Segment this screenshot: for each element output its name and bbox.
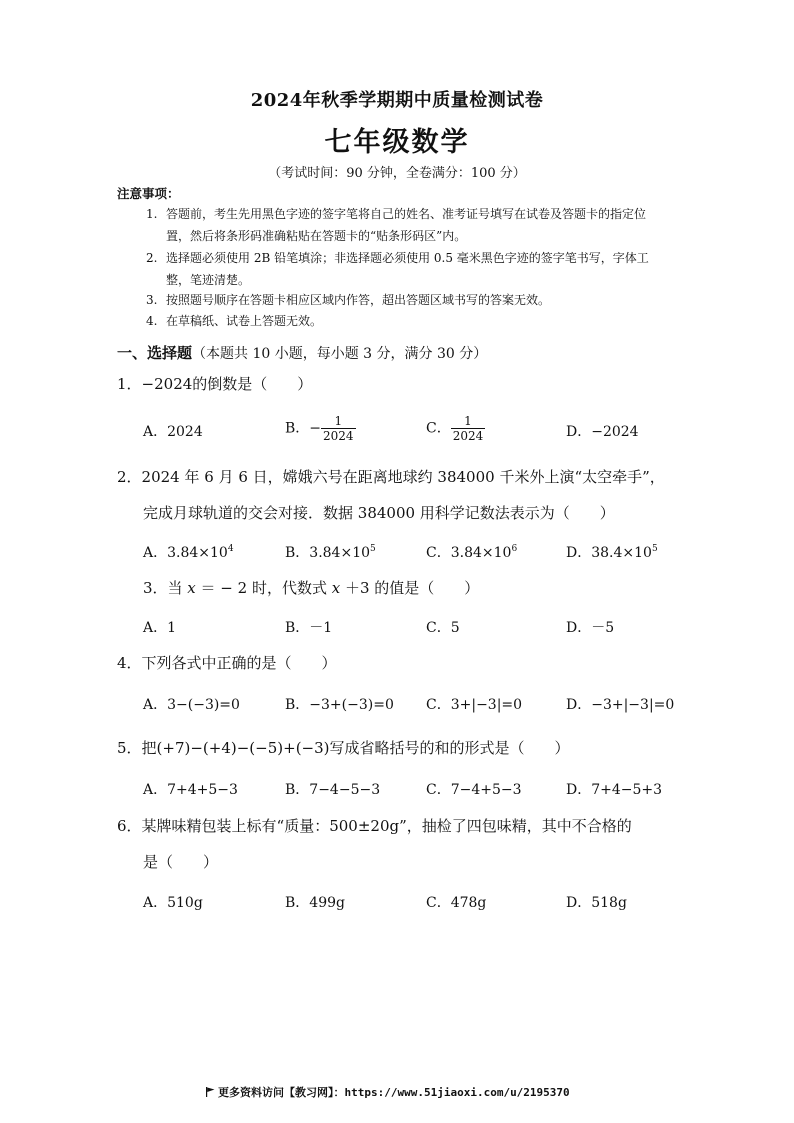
note-item	[146, 289, 666, 311]
fraction-denominator: 2024	[323, 429, 354, 443]
question-3-stem: 3．当 𝑥 ＝ − 2 时，代数式 𝑥 ＋3 的值是（ ）	[143, 579, 480, 597]
note-text: 按照题号顺序在答题卡相应区域内作答，超出答题区域书写的答案无效。	[166, 293, 551, 307]
section-title: 一、选择题	[117, 344, 193, 362]
q4-option-c: C．3+|−3|=0	[426, 697, 523, 713]
option-exponent: 4	[227, 544, 234, 554]
question-2-stem-line2: 完成月球轨道的交会对接．数据 384000 用科学记数法表示为（ ）	[143, 504, 615, 522]
footer-link[interactable]	[206, 1084, 570, 1100]
option-label: B．	[285, 545, 310, 561]
exam-subject: 七年级数学	[324, 127, 470, 158]
note-item	[146, 310, 666, 332]
q3-option-c: C．5	[426, 620, 460, 636]
section-subtitle: （本题共 10 小题，每小题 3 分，满分 30 分）	[192, 346, 488, 362]
note-text: 答题前，考生先用黑色字迹的签字笔将自己的姓名、准考证号填写在试卷及答题卡的指定位置，然后将条形码准确粘贴在答题卡的“贴条形码区”内。	[166, 207, 647, 243]
option-exponent: 6	[511, 544, 518, 554]
q4-option-a: A．3−(−3)=0	[143, 697, 240, 713]
q3-option-b: B．－1	[285, 620, 333, 636]
q6-option-a: A．510g	[143, 895, 203, 911]
question-4-stem: 4．下列各式中正确的是（ ）	[117, 654, 337, 672]
option-label: B．	[285, 420, 310, 437]
note-text: 在草稿纸、试卷上答题无效。	[166, 314, 323, 328]
fraction-numerator: 1	[451, 414, 486, 429]
question-6-stem-line2: 是（ ）	[143, 853, 219, 871]
q5-option-d: D．7+4−5+3	[566, 782, 663, 798]
option-label: C．	[426, 545, 451, 561]
question-6-stem-line1: 6．某牌味精包装上标有“质量：500±20g”，抽检了四包味精，其中不合格的	[117, 817, 632, 835]
fraction-denominator: 2024	[452, 429, 484, 443]
q3-option-d: D．－5	[566, 620, 615, 636]
q5-option-a: A．7+4+5−3	[143, 782, 238, 798]
q2-option-b	[285, 542, 376, 562]
q1-option-a: A．2024	[143, 424, 203, 440]
negative-sign: −	[309, 420, 322, 437]
option-base: 3.84×10	[167, 545, 228, 561]
q1-option-b	[285, 414, 356, 443]
fraction	[321, 414, 356, 443]
question-5-stem: 5．把(+7)−(+4)−(−5)+(−3)写成省略括号的和的形式是（ ）	[117, 739, 570, 757]
note-number: 1.	[146, 207, 158, 221]
q6-option-c: C．478g	[426, 895, 487, 911]
option-base: 3.84×10	[450, 545, 512, 561]
notes-heading: 注意事项：	[117, 186, 180, 201]
exam-info: （考试时间：90 分钟，全卷满分：100 分）	[268, 166, 526, 181]
flag-icon	[206, 1087, 215, 1097]
q5-option-b: B．7−4−5−3	[285, 782, 381, 798]
note-item	[146, 203, 666, 247]
option-label: C．	[426, 420, 451, 437]
note-item	[146, 247, 666, 291]
q5-option-c: C．7−4+5−3	[426, 782, 522, 798]
footer-text: 更多资料访问【教习网】：https://www.51jiaoxi.com/u/2195370	[218, 1086, 570, 1099]
q1-option-c	[426, 414, 485, 443]
q4-option-d: D．−3+|−3|=0	[566, 697, 675, 713]
note-text: 选择题必须使用 2B 铅笔填涂；非选择题必须使用 0.5 毫米黑色字迹的签字笔书写，字体工整，笔迹清楚。	[166, 251, 649, 287]
option-exponent: 5	[651, 544, 658, 554]
question-1-stem: 1．−2024的倒数是（ ）	[117, 375, 313, 393]
exam-title: 2024年秋季学期期中质量检测试卷	[250, 90, 544, 111]
note-number: 4.	[146, 314, 158, 328]
fraction	[451, 414, 486, 443]
option-label: D．	[566, 545, 592, 561]
q6-option-d: D．518g	[566, 895, 627, 911]
q3-option-a: A．1	[143, 620, 177, 636]
q2-option-d	[566, 542, 658, 562]
question-2-stem-line1: 2．2024 年 6 月 6 日，嫦娥六号在距离地球约 384000 千米外上演“太空牵手”，	[117, 468, 665, 486]
q1-option-d: D．−2024	[566, 424, 639, 440]
section-heading	[117, 342, 487, 363]
q2-option-a	[143, 542, 234, 562]
q4-option-b: B．−3+(−3)=0	[285, 697, 394, 713]
option-exponent: 5	[370, 544, 376, 554]
note-number: 2.	[146, 251, 158, 265]
note-number: 3.	[146, 293, 158, 307]
q6-option-b: B．499g	[285, 895, 345, 911]
fraction-numerator: 1	[321, 414, 356, 429]
option-base: 3.84×10	[309, 545, 371, 561]
option-base: 38.4×10	[591, 545, 652, 561]
option-label: A．	[143, 545, 168, 561]
q2-option-c	[426, 542, 517, 562]
